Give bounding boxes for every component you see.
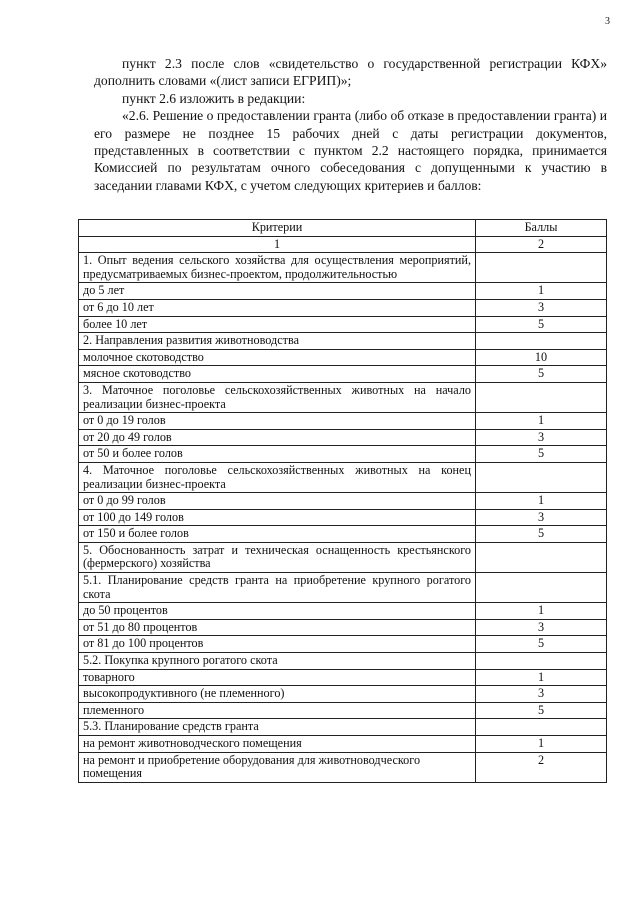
table-row — [79, 542, 607, 572]
table-row — [79, 603, 607, 620]
criterion-option: более 10 лет — [79, 316, 476, 333]
criterion-option: высокопродуктивного (не племенного) — [79, 686, 476, 703]
criterion-option: мясное скотоводство — [79, 366, 476, 383]
table-row — [79, 446, 607, 463]
score-cell: 3 — [476, 429, 607, 446]
score-cell — [476, 253, 607, 283]
table-row — [79, 619, 607, 636]
score-cell: 3 — [476, 299, 607, 316]
criterion-option: от 0 до 19 голов — [79, 413, 476, 430]
criterion-section-title: 3. Маточное поголовье сельскохозяйственных животных на начало реализации бизнес-проекта — [79, 382, 476, 412]
criterion-option: племенного — [79, 702, 476, 719]
table-row — [79, 429, 607, 446]
paragraph-2-6-text: «2.6. Решение о предоставлении гранта (либо об отказе в предоставлении гранта) и его размере не позднее 15 рабочих дней с даты регистрации документов, представленных в соответствии с пунктом 2.2 настоящего порядка, принимается Комиссией по результатам очного собеседования с допущенными к участию в заседании главами КФХ, с учетом следующих критериев и баллов: — [94, 108, 607, 193]
score-cell — [476, 573, 607, 603]
document-body — [94, 55, 607, 194]
table-row — [79, 253, 607, 283]
score-cell: 1 — [476, 669, 607, 686]
column-header-score: Баллы — [476, 220, 607, 237]
criterion-option: от 51 до 80 процентов — [79, 619, 476, 636]
score-cell — [476, 333, 607, 350]
criterion-section-title: 5.3. Планирование средств гранта — [79, 719, 476, 736]
criteria-table — [78, 219, 607, 783]
criterion-option: на ремонт животноводческого помещения — [79, 736, 476, 753]
criterion-section-title: 5.2. Покупка крупного рогатого скота — [79, 653, 476, 670]
table-row — [79, 509, 607, 526]
table-row — [79, 316, 607, 333]
paragraph-amend-2-3: пункт 2.3 после слов «свидетельство о государственной регистрации КФХ» дополнить словами «(лист записи ЕГРИП)»; — [94, 56, 607, 89]
score-cell: 1 — [476, 603, 607, 620]
score-cell: 5 — [476, 316, 607, 333]
score-cell: 1 — [476, 283, 607, 300]
criterion-option: до 50 процентов — [79, 603, 476, 620]
column-header-criteria: Критерии — [79, 220, 476, 237]
table-row — [79, 653, 607, 670]
criterion-option: от 0 до 99 голов — [79, 493, 476, 510]
table-row — [79, 333, 607, 350]
criterion-option: товарного — [79, 669, 476, 686]
table-row — [79, 636, 607, 653]
criterion-section-title: 2. Направления развития животноводства — [79, 333, 476, 350]
criterion-option: от 6 до 10 лет — [79, 299, 476, 316]
score-cell: 3 — [476, 686, 607, 703]
criterion-section-title: 4. Маточное поголовье сельскохозяйственных животных на конец реализации бизнес-проекта — [79, 462, 476, 492]
table-header-row — [79, 220, 607, 237]
criterion-option: на ремонт и приобретение оборудования для животноводческого помещения — [79, 752, 476, 782]
table-row — [79, 526, 607, 543]
table-row — [79, 752, 607, 782]
criterion-section-title: 1. Опыт ведения сельского хозяйства для осуществления мероприятий, предусматриваемых бизнес-проектом, продолжительностью — [79, 253, 476, 283]
table-row — [79, 669, 607, 686]
page-number: 3 — [605, 16, 610, 27]
criterion-option: от 50 и более голов — [79, 446, 476, 463]
score-cell — [476, 382, 607, 412]
table-row — [79, 493, 607, 510]
table-row — [79, 283, 607, 300]
criterion-option: от 20 до 49 голов — [79, 429, 476, 446]
score-cell — [476, 542, 607, 572]
score-cell: 5 — [476, 446, 607, 463]
table-row — [79, 413, 607, 430]
score-cell: 3 — [476, 619, 607, 636]
table-row — [79, 719, 607, 736]
criterion-section-title: 5. Обоснованность затрат и техническая оснащенность крестьянского (фермерского) хозяйства — [79, 542, 476, 572]
paragraph-amend-2-6: пункт 2.6 изложить в редакции: — [122, 90, 306, 106]
score-cell — [476, 653, 607, 670]
criterion-option: до 5 лет — [79, 283, 476, 300]
score-cell: 1 — [476, 736, 607, 753]
score-cell: 2 — [476, 752, 607, 782]
score-cell: 5 — [476, 702, 607, 719]
score-cell: 5 — [476, 636, 607, 653]
score-cell: 5 — [476, 526, 607, 543]
score-cell — [476, 462, 607, 492]
score-cell — [476, 719, 607, 736]
criterion-option: от 100 до 149 голов — [79, 509, 476, 526]
criterion-option: от 81 до 100 процентов — [79, 636, 476, 653]
column-number-criteria: 1 — [79, 236, 476, 253]
score-cell: 3 — [476, 509, 607, 526]
table-row — [79, 382, 607, 412]
table-row — [79, 736, 607, 753]
table-row — [79, 299, 607, 316]
table-row — [79, 686, 607, 703]
table-row — [79, 366, 607, 383]
table-row — [79, 702, 607, 719]
score-cell: 5 — [476, 366, 607, 383]
table-column-number-row — [79, 236, 607, 253]
column-number-score: 2 — [476, 236, 607, 253]
criterion-section-title: 5.1. Планирование средств гранта на приобретение крупного рогатого скота — [79, 573, 476, 603]
score-cell: 10 — [476, 349, 607, 366]
score-cell: 1 — [476, 493, 607, 510]
criterion-option: от 150 и более голов — [79, 526, 476, 543]
table-row — [79, 462, 607, 492]
criterion-option: молочное скотоводство — [79, 349, 476, 366]
score-cell: 1 — [476, 413, 607, 430]
table-row — [79, 573, 607, 603]
table-row — [79, 349, 607, 366]
